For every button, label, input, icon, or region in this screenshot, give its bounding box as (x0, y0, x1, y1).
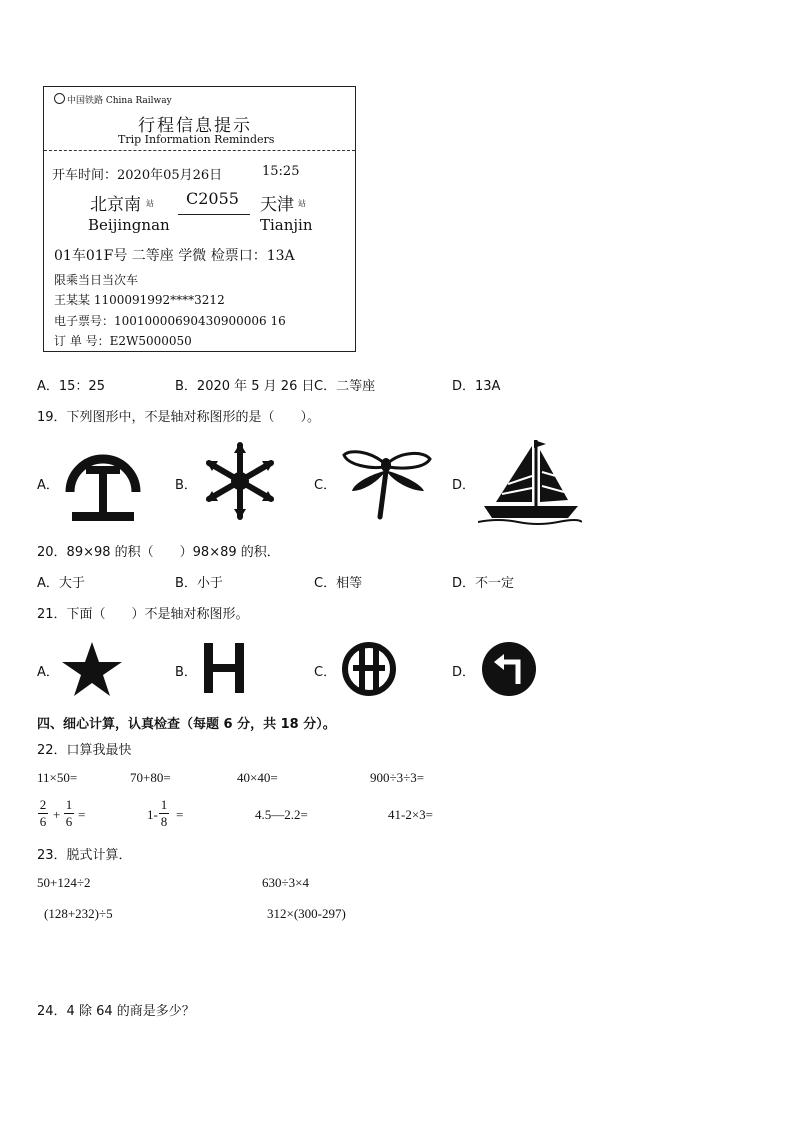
ticket-header (54, 93, 172, 106)
ticket-limit: 限乘当日当次车 (54, 273, 139, 287)
q22-frac-c-num: 1 (160, 797, 168, 812)
q22-frac-a-den: 6 (39, 814, 47, 829)
q24-stem: 24．4 除 64 的商是多少？ (37, 1004, 195, 1019)
ticket-train-no: C2055 (186, 189, 239, 208)
ticket-seat-line: 01车01F号 二等座 学微 检票口：13A (54, 248, 295, 264)
sailboat-icon (478, 436, 582, 526)
q21-label-c: C． (314, 665, 337, 680)
q23-stem: 23．脱式计算． (37, 848, 132, 863)
turn-left-sign-icon (480, 640, 538, 698)
ticket-divider (44, 150, 355, 151)
section-4-heading: 四、细心计算，认真检查（每题 6 分，共 18 分）。 (37, 717, 336, 732)
ticket-title-cn: 行程信息提示 (138, 116, 252, 136)
railway-mark-icon (54, 93, 65, 104)
q22-stem: 22．口算我最快 (37, 743, 132, 758)
dragonfly-icon (340, 443, 434, 521)
q22-item-3: 40×40= (237, 770, 278, 785)
ticket-passenger: 王某某 1100091992****3212 (54, 293, 225, 307)
q19-label-a: A． (37, 478, 59, 493)
q21-label-d: D． (452, 665, 476, 680)
q23-item-4: 312×(300-297) (267, 906, 346, 921)
q22-frac-a-num: 2 (39, 797, 47, 812)
ticket-departure-label: 开车时间：2020年05月26日 (52, 168, 223, 183)
letter-h-icon (202, 641, 246, 695)
bank-logo-icon (341, 641, 397, 697)
q21-label-b: B． (175, 665, 197, 680)
q19-stem: 19．下列图形中，不是轴对称图形的是（ ）。 (37, 410, 321, 425)
q20-stem: 20．89×98 的积（ ）98×89 的积． (37, 545, 280, 560)
q23-item-3: (128+232)÷5 (44, 906, 113, 921)
q18-option-b: B．2020 年 5 月 26 日 (175, 379, 315, 394)
q21-label-a: A． (37, 665, 59, 680)
q18-option-a: A．15：25 (37, 379, 105, 394)
ticket-to-cn: 天津 (260, 195, 294, 215)
q22-whole: 1- (147, 807, 158, 822)
q23-item-1: 50+124÷2 (37, 875, 91, 890)
ticket-header-text: 中国铁路 China Railway (67, 96, 172, 106)
q22-item-2: 70+80= (130, 770, 171, 785)
q22-frac-a (38, 797, 48, 830)
ticket-order: 订 单 号：E2W5000050 (54, 334, 192, 348)
railway-logo-icon (64, 440, 142, 526)
ticket-from-cn: 北京南 (90, 195, 141, 215)
ticket-to-en: Tianjin (260, 216, 313, 234)
q22-frac-b-num: 1 (65, 797, 73, 812)
ticket-to-suffix: 站 (298, 199, 306, 208)
q22-eq-1: = (78, 807, 86, 822)
snowflake-icon (200, 441, 280, 521)
ticket-from-en: Beijingnan (88, 216, 170, 234)
ticket-eticket: 电子票号：10010000690430900006 16 (54, 314, 286, 328)
train-ticket (43, 86, 356, 352)
q22-frac-b (64, 797, 74, 830)
star-icon (60, 640, 124, 698)
ticket-from-suffix: 站 (146, 199, 154, 208)
q22-item-7: 4.5—2.2= (255, 807, 308, 822)
q22-frac-c-den: 8 (160, 814, 168, 829)
q22-frac-b-den: 6 (65, 814, 73, 829)
q20-option-b: B．小于 (175, 576, 223, 591)
ticket-title-en: Trip Information Reminders (118, 133, 275, 146)
q18-option-d: D．13A (452, 379, 501, 394)
q20-option-d: D．不一定 (452, 576, 515, 591)
q22-plus: + (53, 807, 61, 822)
q21-stem: 21．下面（ ）不是轴对称图形。 (37, 607, 249, 622)
q22-item-1: 11×50= (37, 770, 78, 785)
q23-item-2: 630÷3×4 (262, 875, 309, 890)
q22-eq-2: = (176, 807, 184, 822)
q20-option-a: A．大于 (37, 576, 85, 591)
q19-label-b: B． (175, 478, 197, 493)
q19-label-c: C． (314, 478, 337, 493)
ticket-train-arrow (178, 214, 250, 215)
q19-label-d: D． (452, 478, 476, 493)
q20-option-c: C．相等 (314, 576, 363, 591)
q18-option-c: C．二等座 (314, 379, 376, 394)
q22-item-4: 900÷3÷3= (370, 770, 425, 785)
ticket-departure-time: 15:25 (262, 164, 300, 179)
q22-frac-c (159, 797, 169, 830)
q22-item-8: 41-2×3= (388, 807, 433, 822)
